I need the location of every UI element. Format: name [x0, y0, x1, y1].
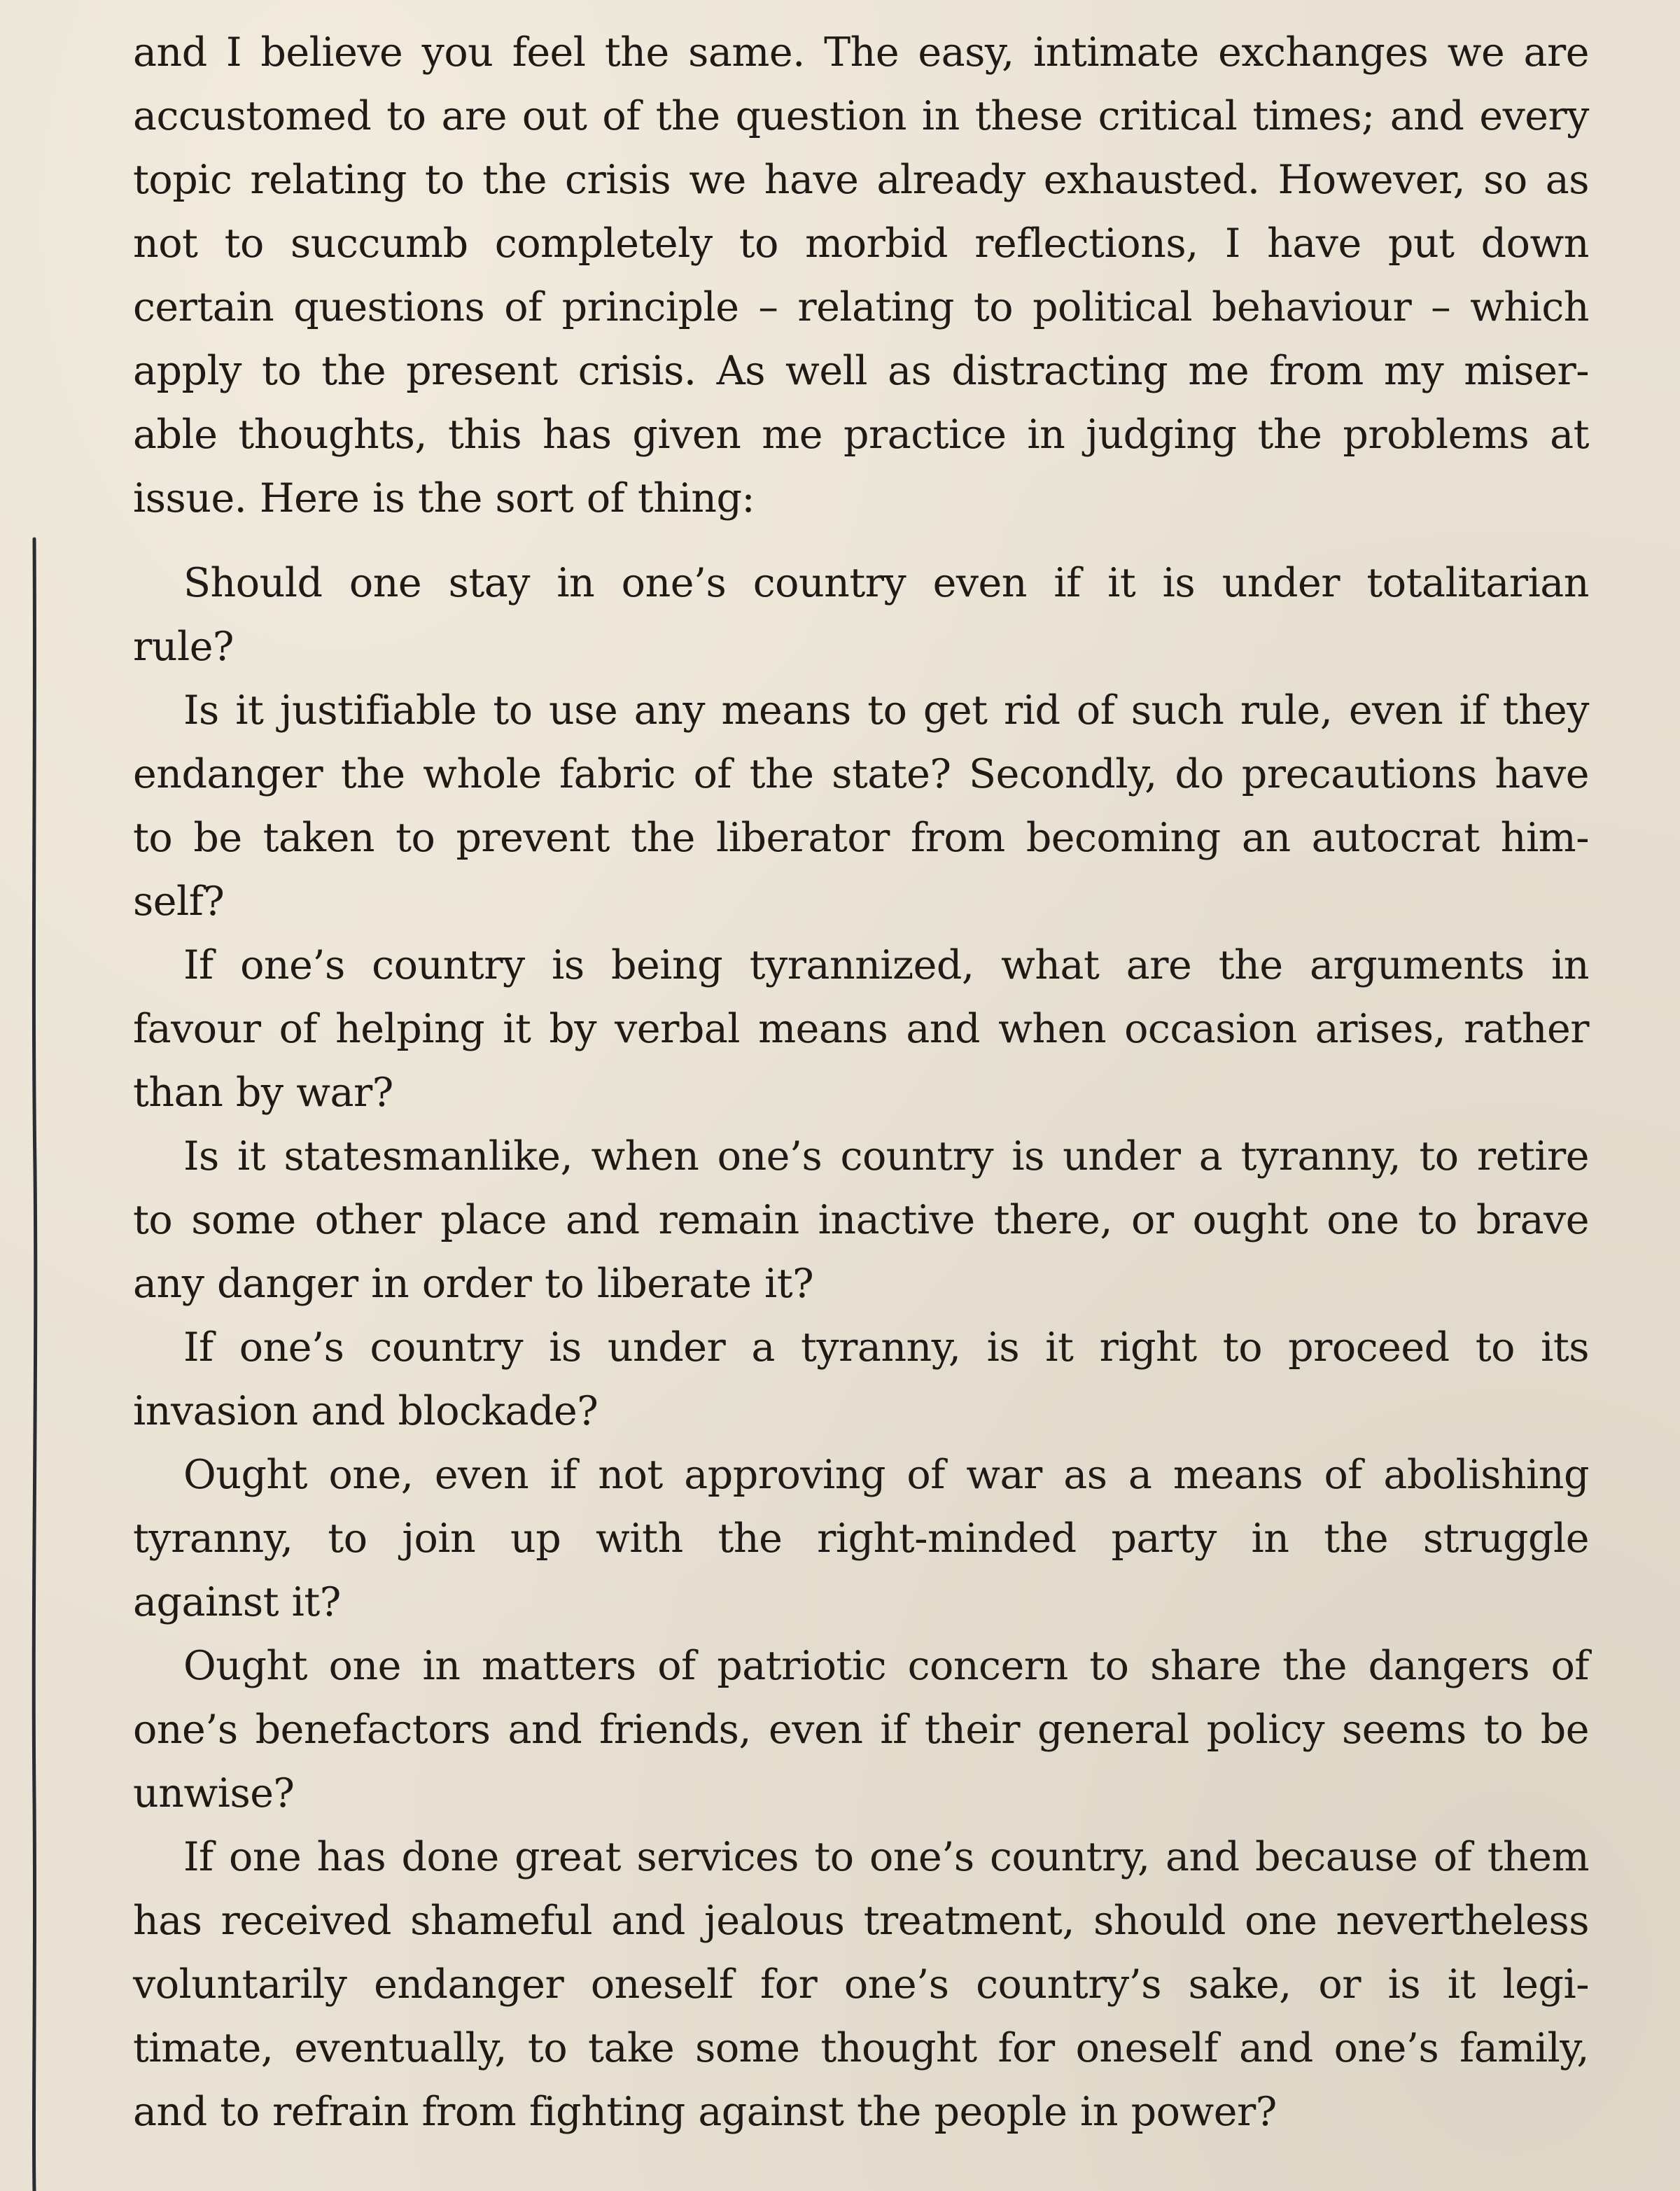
text-line: apply to the present crisis. As well as distracting me from my miser- [133, 348, 1589, 394]
text-line: If one’s country is being tyrannized, what are the arguments in [183, 942, 1589, 988]
paragraph-gap [133, 531, 1589, 552]
intro-paragraph [133, 21, 1589, 531]
question-8 [133, 1826, 1589, 2144]
text-line: has received shameful and jealous treatment, should one nevertheless [133, 1898, 1589, 1944]
text-line: and to refrain from fighting against the people in power? [133, 2089, 1277, 2135]
question-6 [133, 1443, 1589, 1634]
text-line: Ought one in matters of patriotic concern to share the dangers of [183, 1643, 1589, 1689]
question-5 [133, 1316, 1589, 1443]
margin-pen-mark [28, 539, 41, 2191]
text-line: certain questions of principle – relating to political behaviour – which [133, 284, 1589, 330]
text-line: against it? [133, 1579, 341, 1625]
text-line: topic relating to the crisis we have already exhausted. However, so as [133, 157, 1589, 203]
text-line: If one has done great services to one’s country, and because of them [183, 1834, 1589, 1880]
text-line: unwise? [133, 1770, 295, 1816]
question-7 [133, 1634, 1589, 1826]
text-line: to be taken to prevent the liberator from becoming an autocrat him- [133, 815, 1589, 861]
text-line: able thoughts, this has given me practice in judging the problems at [133, 412, 1589, 458]
text-line: voluntarily endanger oneself for one’s country’s sake, or is it legi- [133, 1961, 1589, 2008]
page-text [133, 21, 1589, 2144]
text-line: to some other place and remain inactive there, or ought one to brave [133, 1197, 1589, 1243]
text-line: favour of helping it by verbal means and when occasion arises, rather [133, 1006, 1589, 1052]
text-line: If one’s country is under a tyranny, is it right to proceed to its [183, 1324, 1589, 1371]
text-line: Is it statesmanlike, when one’s country is under a tyranny, to retire [183, 1133, 1589, 1180]
text-line: rule? [133, 624, 234, 670]
question-2 [133, 679, 1589, 934]
question-4 [133, 1125, 1589, 1316]
text-line: endanger the whole fabric of the state? Secondly, do precautions have [133, 751, 1589, 797]
text-line: tyranny, to join up with the right-minded party in the struggle [133, 1516, 1589, 1562]
text-line: one’s benefactors and friends, even if their general policy seems to be [133, 1707, 1589, 1753]
question-1 [133, 552, 1589, 679]
question-3 [133, 934, 1589, 1125]
text-line: accustomed to are out of the question in these critical times; and every [133, 93, 1589, 139]
text-line: not to succumb completely to morbid reflections, I have put down [133, 220, 1589, 267]
text-line: Is it justifiable to use any means to get rid of such rule, even if they [183, 687, 1589, 734]
text-line: timate, eventually, to take some thought for oneself and one’s family, [133, 2025, 1589, 2071]
text-line: invasion and blockade? [133, 1388, 598, 1434]
text-line: issue. Here is the sort of thing: [133, 475, 755, 522]
text-line: self? [133, 878, 225, 925]
text-line: than by war? [133, 1070, 393, 1116]
text-line: and I believe you feel the same. The easy, intimate exchanges we are [133, 29, 1589, 76]
text-line: Should one stay in one’s country even if it is under totalitarian [183, 560, 1589, 606]
text-line: any danger in order to liberate it? [133, 1261, 814, 1307]
text-line: Ought one, even if not approving of war as a means of abolishing [183, 1452, 1589, 1498]
